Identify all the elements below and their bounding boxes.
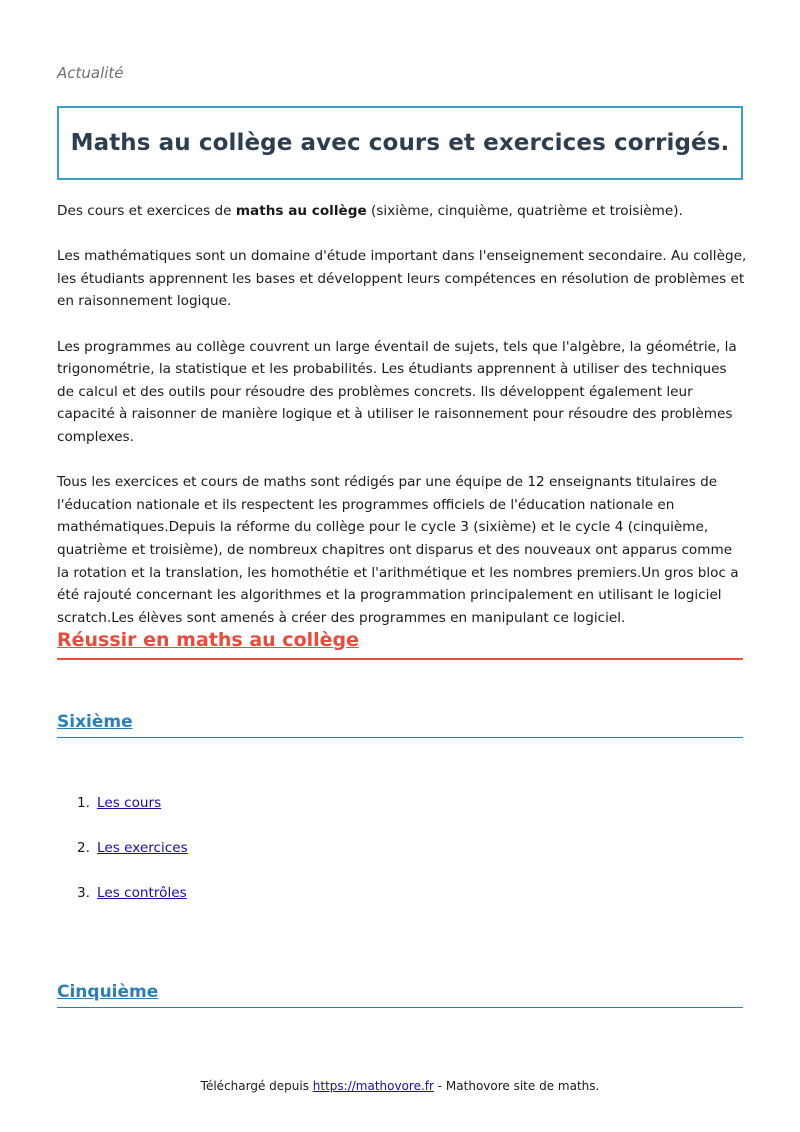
list-item: [77, 840, 188, 885]
intro-text-after: (sixième, cinquième, quatrième et troisième).: [366, 203, 683, 219]
subheading-cinquieme: [57, 982, 743, 1008]
article-body: [57, 200, 747, 652]
subheading-cinquieme-text[interactable]: Cinquième: [57, 982, 159, 1002]
intro-bold-keyword: maths au collège: [235, 203, 367, 219]
section-heading-text[interactable]: Réussir en maths au collège: [57, 629, 360, 651]
subheading-sixieme: [57, 712, 743, 738]
intro-paragraph: [57, 200, 747, 223]
subheading-sixieme-text[interactable]: Sixième: [57, 712, 133, 732]
list-number: 3.: [77, 885, 90, 901]
link-les-cours[interactable]: Les cours: [97, 795, 162, 811]
paragraph-teachers: Tous les exercices et cours de maths sont rédigés par une équipe de 12 enseignants titulaires de l'éducation nationale et ils respectent les programmes officiels de l'éducation nationale en mathématiques.Depuis la réforme du collège pour le cycle 3 (sixième) et le cycle 4 (cinquième, quatrième et troisième), de nombreux chapitres ont disparus et des nouveaux ont apparus comme la rotation et la translation, les homothétie et l'arithmétique et les nombres premiers.Un gros bloc a été rajouté concernant les algorithmes et la programmation principalement en utilisant le logiciel scratch.Les élèves sont amenés à créer des programmes en manipulant ce logiciel.: [57, 474, 739, 626]
link-les-exercices[interactable]: Les exercices: [97, 840, 188, 856]
list-item: [77, 885, 188, 930]
footer-text-after: - Mathovore site de maths.: [433, 1079, 600, 1093]
list-number: 1.: [77, 795, 90, 811]
section-heading-reussir: [57, 629, 743, 660]
page-title: Maths au collège avec cours et exercices corrigés.: [70, 130, 730, 156]
paragraph-importance: Les mathématiques sont un domaine d'étude important dans l'enseignement secondaire. Au collège, les étudiants apprennent les bases et développent leurs compétences en résolution de problèmes et en raisonnement logique.: [57, 248, 747, 310]
link-les-controles[interactable]: Les contrôles: [97, 885, 187, 901]
footer-site-link[interactable]: https://mathovore.fr: [312, 1079, 434, 1093]
list-number: 2.: [77, 840, 90, 856]
page-footer: [0, 1079, 800, 1093]
intro-text-before: Des cours et exercices de: [57, 203, 236, 219]
sixieme-link-list: [77, 795, 188, 930]
list-item: [77, 795, 188, 840]
title-box: [57, 106, 743, 180]
paragraph-programmes: Les programmes au collège couvrent un large éventail de sujets, tels que l'algèbre, la géométrie, la trigonométrie, la statistique et les probabilités. Les étudiants apprennent à utiliser des techniques de calcul et des outils pour résoudre des problèmes concrets. Ils développent également leur capacité à raisonner de manière logique et à utiliser le raisonnement pour résoudre des problèmes complexes.: [57, 338, 737, 445]
category-label: Actualité: [57, 64, 124, 82]
footer-text-before: Téléchargé depuis: [200, 1079, 313, 1093]
